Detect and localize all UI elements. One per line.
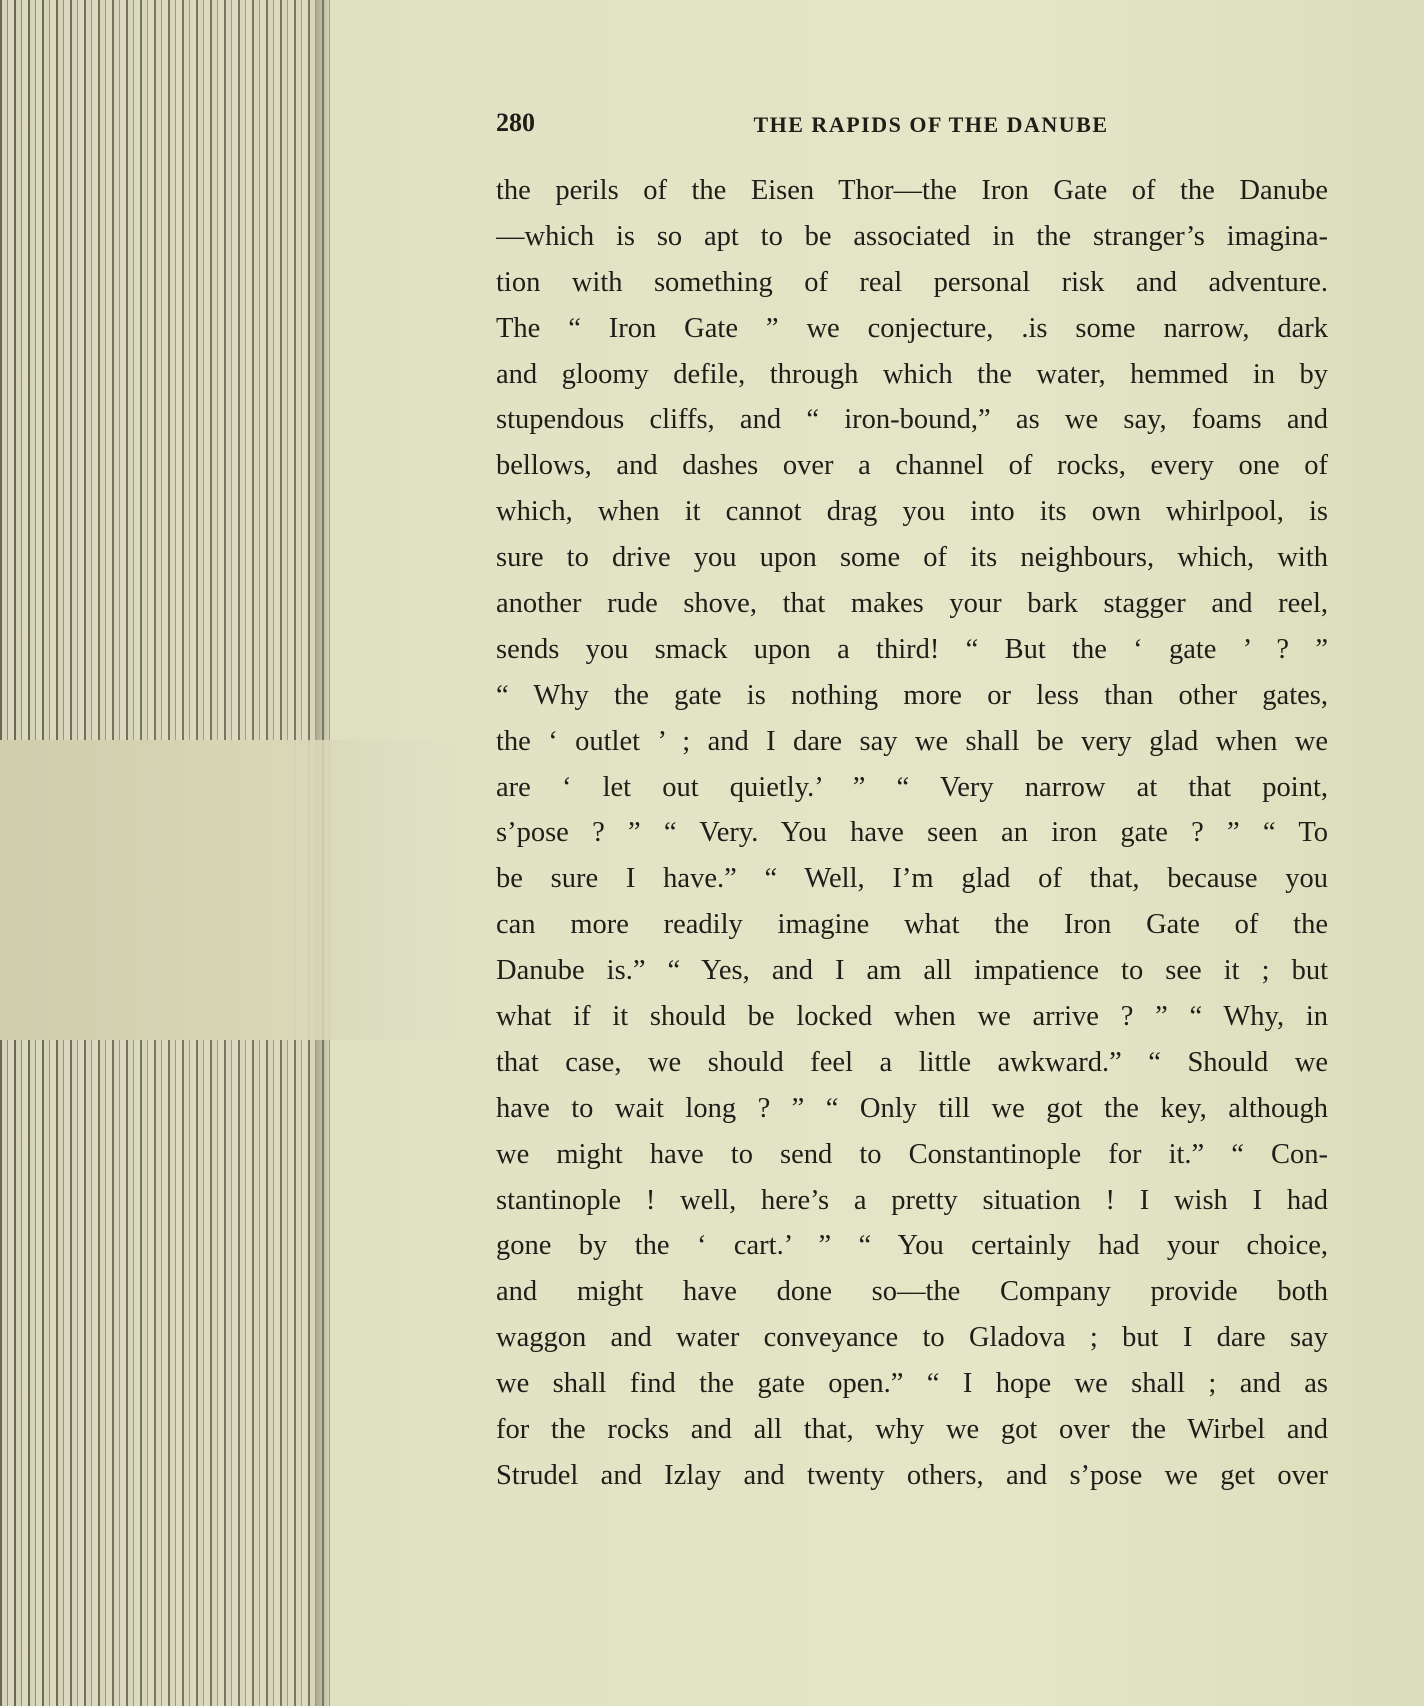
text-line: the ‘ outlet ’ ; and I dare say we shall be very glad when we <box>496 725 1328 757</box>
text-line: can more readily imagine what the Iron Gate of the <box>496 909 1328 941</box>
text-line: stantinople ! well, here’s a pretty situation ! I wish I had <box>496 1184 1328 1216</box>
text-line: stupendous cliffs, and “ iron-bound,” as we say, foams and <box>496 404 1328 436</box>
text-line: —which is so apt to be associated in the stranger’s imagina- <box>496 220 1328 252</box>
text-line: and gloomy defile, through which the water, hemmed in by <box>496 358 1328 390</box>
text-line: the perils of the Eisen Thor—the Iron Gate of the Danube <box>496 175 1328 206</box>
text-line: have to wait long ? ” “ Only till we got the key, although <box>496 1092 1328 1124</box>
text-line: we might have to send to Constantinople for it.” “ Con- <box>496 1138 1328 1170</box>
text-line: be sure I have.” “ Well, I’m glad of that, because you <box>496 863 1328 895</box>
text-line: waggon and water conveyance to Gladova ; but I dare say <box>496 1322 1328 1354</box>
book-page <box>330 0 1424 1706</box>
text-line: sure to drive you upon some of its neighbours, which, with <box>496 542 1328 574</box>
text-line: Danube is.” “ Yes, and I am all impatience to see it ; but <box>496 955 1328 987</box>
running-title: THE RAPIDS OF THE DANUBE <box>753 112 1109 137</box>
text-line: “ Why the gate is nothing more or less than other gates, <box>496 679 1328 711</box>
text-line: for the rocks and all that, why we got over the Wirbel and <box>496 1414 1328 1446</box>
text-line: and might have done so—the Company provide both <box>496 1276 1328 1308</box>
text-line: bellows, and dashes over a channel of rocks, every one of <box>496 450 1328 482</box>
text-line: sends you smack upon a third! “ But the ‘ gate ’ ? ” <box>496 633 1328 665</box>
text-line: another rude shove, that makes your bark stagger and reel, <box>496 588 1328 620</box>
text-line: what if it should be locked when we arrive ? ” “ Why, in <box>496 1001 1328 1033</box>
text-line: are ‘ let out quietly.’ ” “ Very narrow at that point, <box>496 771 1328 803</box>
text-line: which, when it cannot drag you into its own whirlpool, is <box>496 496 1328 528</box>
text-line: that case, we should feel a little awkward.” “ Should we <box>496 1046 1328 1078</box>
text-line: s’pose ? ” “ Very. You have seen an iron gate ? ” “ To <box>496 817 1328 849</box>
text-line: we shall find the gate open.” “ I hope we shall ; and as <box>496 1368 1328 1400</box>
text-line: The “ Iron Gate ” we conjecture, .is some narrow, dark <box>496 312 1328 344</box>
text-line: tion with something of real personal risk and adventure. <box>496 266 1328 298</box>
text-line: gone by the ‘ cart.’ ” “ You certainly had your choice, <box>496 1230 1328 1262</box>
body-text <box>496 168 1328 1499</box>
running-head <box>496 108 1406 148</box>
page-number: 280 <box>496 108 535 137</box>
text-line: Strudel and Izlay and twenty others, and s’pose we get over <box>496 1459 1328 1491</box>
